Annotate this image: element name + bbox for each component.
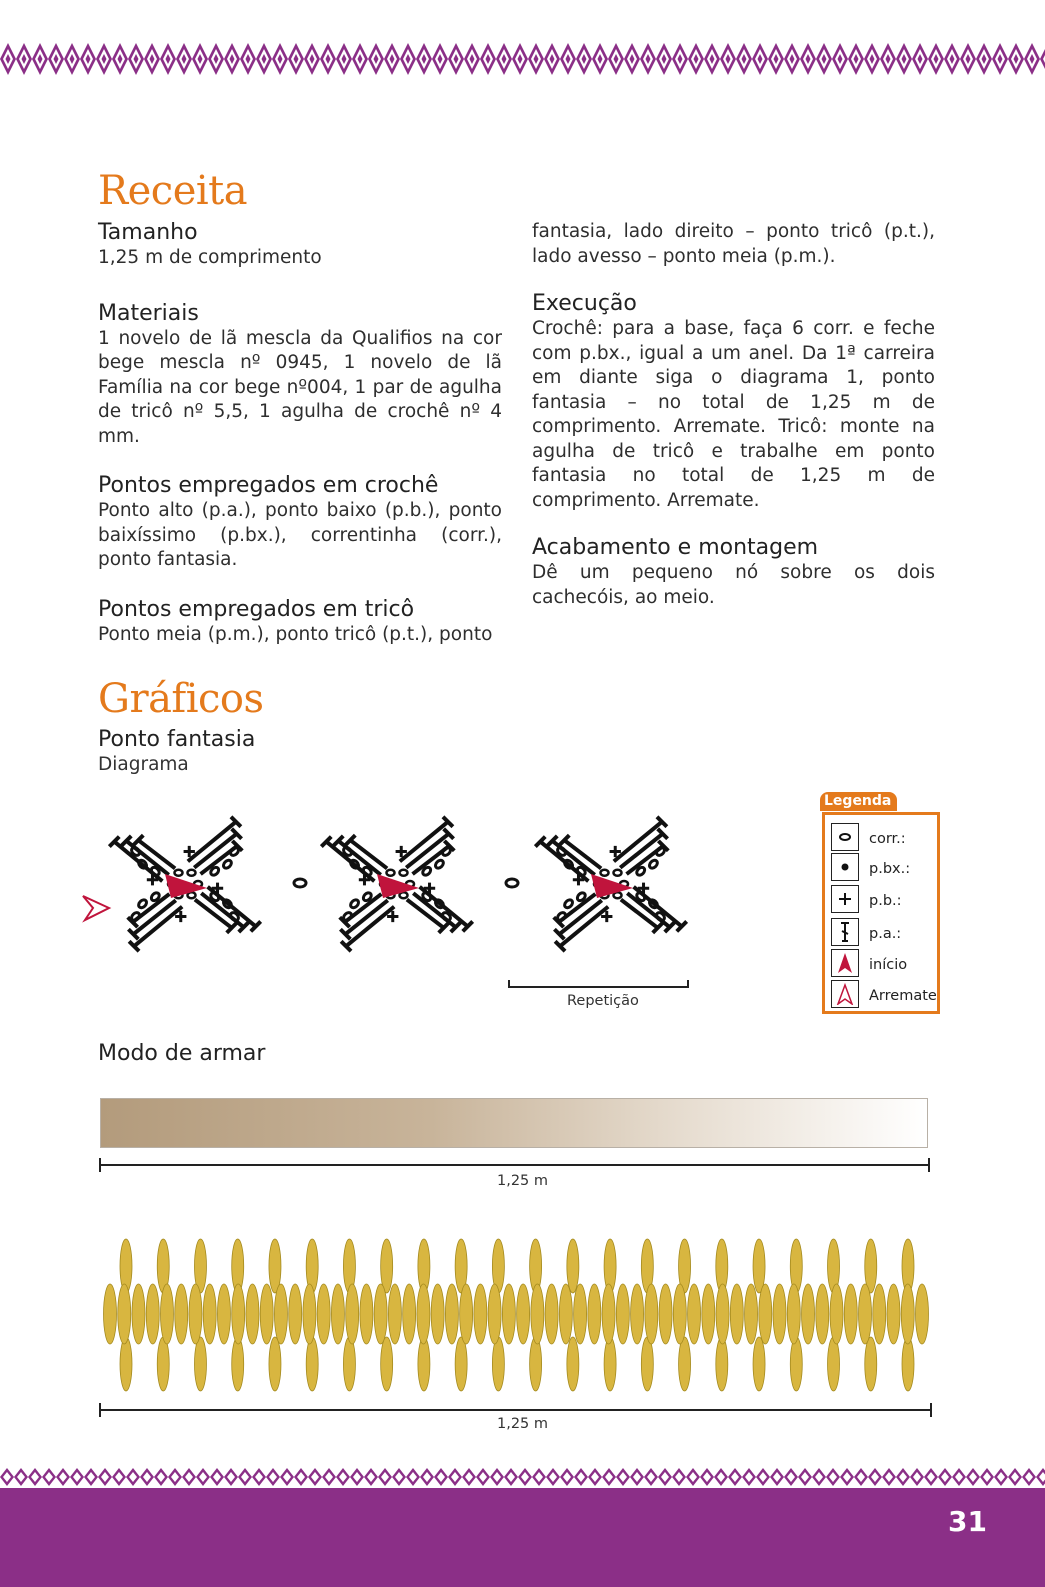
legend-label: Arremate xyxy=(869,988,937,1004)
yarn-loop xyxy=(673,1284,686,1344)
yarn-loop xyxy=(289,1284,302,1344)
yarn-loop xyxy=(688,1284,701,1344)
yarn-loop xyxy=(492,1337,504,1391)
yarn-loop xyxy=(588,1284,601,1344)
yarn-loop xyxy=(502,1284,515,1344)
yarn-loop xyxy=(901,1284,914,1344)
yarn-loop xyxy=(545,1284,558,1344)
yarn-loop xyxy=(567,1337,579,1391)
yarn-loop xyxy=(306,1337,318,1391)
crochet-scarf-illustration xyxy=(100,1098,928,1148)
repeat-bracket xyxy=(508,978,690,990)
motif-arm xyxy=(109,824,175,890)
materials-text: 1 novelo de lã mescla da Qualifios na cor bege mescla nº 0945, 1 novelo de lã Família na cor bege nº004, 1 par de agulha de tricô nº 5,5, 1 agulha de crochê nº 4 mm. xyxy=(98,327,502,447)
execution-heading: Execução xyxy=(532,291,637,316)
diagram-caption: Diagrama xyxy=(98,754,189,775)
yarn-loop xyxy=(787,1284,800,1344)
finishing-text: Dê um pequeno nó sobre os dois cachecóis, ao meio. xyxy=(532,562,935,608)
yarn-loop xyxy=(303,1284,316,1344)
measure-line-1 xyxy=(100,1164,930,1166)
yarn-loop xyxy=(269,1337,281,1391)
chain-oval xyxy=(441,846,452,857)
ring-chain xyxy=(188,870,196,876)
yarn-loop xyxy=(232,1284,245,1344)
size-text: 1,25 m de comprimento xyxy=(98,247,322,268)
right-column xyxy=(532,220,935,610)
yarn-loop xyxy=(474,1284,487,1344)
footer-band xyxy=(0,1488,1045,1587)
legend-label: p.bx.: xyxy=(869,861,911,877)
legend-label: p.a.: xyxy=(869,926,902,942)
measure-line-2 xyxy=(100,1409,932,1411)
yarn-loop xyxy=(753,1337,765,1391)
yarn-loop xyxy=(773,1284,786,1344)
ring-chain xyxy=(188,892,196,898)
measure-tick xyxy=(99,1158,101,1172)
connecting-chain xyxy=(506,879,518,887)
yarn-loop xyxy=(531,1284,544,1344)
plus-icon xyxy=(831,885,859,913)
yarn-loop xyxy=(346,1284,359,1344)
chain-oval xyxy=(342,911,353,922)
yarn-loop xyxy=(916,1284,929,1344)
yarn-loop xyxy=(331,1284,344,1344)
yarn-loop xyxy=(902,1337,914,1391)
motif-arm xyxy=(393,810,467,884)
ring-chain xyxy=(601,870,609,876)
top-decorative-border xyxy=(0,38,1045,80)
yarn-loop xyxy=(217,1284,230,1344)
yarn-loop xyxy=(730,1284,743,1344)
ring-chain xyxy=(400,892,408,898)
crochet-diagram xyxy=(75,788,815,988)
bottom-decorative-border xyxy=(0,1466,1045,1488)
yarn-loop xyxy=(232,1337,244,1391)
yarn-loop xyxy=(417,1284,430,1344)
yarn-loop xyxy=(381,1337,393,1391)
yarn-loop xyxy=(488,1284,501,1344)
yarn-loop xyxy=(120,1337,132,1391)
yarn-loop xyxy=(418,1337,430,1391)
yarn-loop xyxy=(431,1284,444,1344)
yarn-loop xyxy=(641,1337,653,1391)
measure-label-2: 1,25 m xyxy=(497,1416,549,1432)
legend-item-corr xyxy=(831,823,931,853)
motif-arm xyxy=(321,824,387,890)
ring-chain xyxy=(387,870,395,876)
yarn-loop xyxy=(146,1284,159,1344)
ring-chain xyxy=(400,870,408,876)
legend-item-arremate xyxy=(831,980,937,1010)
legend-item-pa xyxy=(831,918,931,948)
chain-oval xyxy=(648,859,659,870)
yarn-loop xyxy=(716,1284,729,1344)
yarn-loop xyxy=(759,1284,772,1344)
yarn-loop xyxy=(844,1284,857,1344)
yarn-loop xyxy=(604,1337,616,1391)
page-number: 31 xyxy=(948,1505,987,1538)
yarn-loop xyxy=(865,1337,877,1391)
finish-arrow-icon xyxy=(831,980,859,1008)
knit-stitches-text-part1: Ponto meia (p.m.), ponto tricô (p.t.), ponto xyxy=(98,623,493,645)
chain-oval-icon xyxy=(831,823,859,851)
chain-oval xyxy=(655,846,666,857)
measure-tick xyxy=(930,1403,932,1417)
double-crochet-icon xyxy=(831,918,859,946)
motif-arm xyxy=(181,810,255,884)
yarn-loop xyxy=(246,1284,259,1344)
repeat-label: Repetição xyxy=(567,993,639,1009)
legend-item-pbx xyxy=(831,853,931,883)
chain-oval xyxy=(137,898,148,909)
knit-stitches-heading: Pontos empregados em tricô xyxy=(98,596,415,622)
yarn-loop xyxy=(388,1284,401,1344)
yarn-loop xyxy=(873,1284,886,1344)
size-heading: Tamanho xyxy=(98,220,198,245)
measure-label-1: 1,25 m xyxy=(497,1173,549,1189)
yarn-loop xyxy=(631,1284,644,1344)
yarn-loop xyxy=(360,1284,373,1344)
yarn-loop xyxy=(317,1284,330,1344)
yarn-loop xyxy=(645,1284,658,1344)
crochet-motif xyxy=(321,810,472,957)
yarn-loop xyxy=(203,1284,216,1344)
yarn-loop xyxy=(574,1284,587,1344)
yarn-loop xyxy=(616,1284,629,1344)
legend-item-pb xyxy=(831,885,931,915)
chain-oval xyxy=(349,898,360,909)
stitch-pattern-subtitle: Ponto fantasia xyxy=(98,727,256,752)
yarn-loop xyxy=(602,1284,615,1344)
chain-oval xyxy=(556,911,567,922)
yarn-loop xyxy=(679,1337,691,1391)
materials-heading: Materiais xyxy=(98,300,199,326)
yarn-loop xyxy=(194,1337,206,1391)
yarn-loop xyxy=(828,1337,840,1391)
yarn-loop xyxy=(118,1284,131,1344)
motif-arm xyxy=(607,810,681,884)
start-arrow-icon xyxy=(831,949,859,977)
legend-title: Legenda xyxy=(820,792,897,811)
crochet-motif xyxy=(535,810,686,957)
yarn-loop xyxy=(260,1284,273,1344)
yarn-loop xyxy=(745,1284,758,1344)
chain-oval xyxy=(222,859,233,870)
dot-icon xyxy=(831,853,859,881)
yarn-loop xyxy=(374,1284,387,1344)
ring-chain xyxy=(614,870,622,876)
yarn-loop xyxy=(659,1284,672,1344)
measure-tick xyxy=(99,1403,101,1417)
execution-text: Crochê: para a base, faça 6 corr. e feche com p.bx., igual a um anel. Da 1ª carreira em diante siga o diagrama 1, ponto fantasia – no total de 1,25 m de comprimento. Arremate. Tricô: monte na agulha de tricô e trabalhe em ponto fantasia no total de 1,25 m de comprimento. Arremate. xyxy=(532,318,935,511)
yarn-loop xyxy=(802,1284,815,1344)
assembly-heading: Modo de armar xyxy=(98,1041,266,1066)
knit-scarf-illustration xyxy=(96,1230,938,1398)
chain-oval xyxy=(434,859,445,870)
yarn-loop xyxy=(160,1284,173,1344)
yarn-loop xyxy=(455,1337,467,1391)
legend-label: início xyxy=(869,957,908,973)
yarn-loop xyxy=(887,1284,900,1344)
yarn-loop xyxy=(702,1284,715,1344)
yarn-loop xyxy=(859,1284,872,1344)
knit-stitches-text-part2: fantasia, lado direito – ponto tricô (p.t.), lado avesso – ponto meia (p.m.). xyxy=(532,221,935,267)
yarn-loop xyxy=(157,1337,169,1391)
chain-oval xyxy=(563,898,574,909)
finish-arrow-icon xyxy=(83,896,109,920)
yarn-loop xyxy=(530,1337,542,1391)
yarn-loop xyxy=(816,1284,829,1344)
ring-chain xyxy=(175,870,183,876)
yarn-loop xyxy=(132,1284,145,1344)
crochet-stitches-heading: Pontos empregados em crochê xyxy=(98,473,439,498)
yarn-loop xyxy=(104,1284,117,1344)
crochet-stitches-text: Ponto alto (p.a.), ponto baixo (p.b.), ponto baixíssimo (p.bx.), correntinha (corr.), ponto fantasia. xyxy=(98,500,502,570)
finishing-heading: Acabamento e montagem xyxy=(532,535,819,560)
yarn-loop xyxy=(189,1284,202,1344)
yarn-loop xyxy=(343,1337,355,1391)
crochet-motif xyxy=(109,810,260,957)
left-column xyxy=(98,220,502,647)
yarn-loop xyxy=(274,1284,287,1344)
yarn-loop xyxy=(445,1284,458,1344)
legend-label: corr.: xyxy=(869,831,906,847)
chain-oval xyxy=(130,911,141,922)
yarn-loop xyxy=(559,1284,572,1344)
motif-arm xyxy=(535,824,601,890)
charts-title: Gráficos xyxy=(98,676,264,722)
legend-box xyxy=(822,812,940,1014)
yarn-loop xyxy=(790,1337,802,1391)
recipe-title: Receita xyxy=(98,168,248,214)
yarn-loop xyxy=(403,1284,416,1344)
yarn-loop xyxy=(460,1284,473,1344)
legend-item-inicio xyxy=(831,949,931,979)
yarn-loop xyxy=(830,1284,843,1344)
ring-chain xyxy=(614,892,622,898)
chain-oval xyxy=(229,846,240,857)
yarn-loop xyxy=(175,1284,188,1344)
yarn-loop xyxy=(517,1284,530,1344)
yarn-loop xyxy=(567,1239,579,1293)
measure-tick xyxy=(928,1158,930,1172)
legend-label: p.b.: xyxy=(869,893,902,909)
connecting-chain xyxy=(294,879,306,887)
yarn-loop xyxy=(716,1337,728,1391)
